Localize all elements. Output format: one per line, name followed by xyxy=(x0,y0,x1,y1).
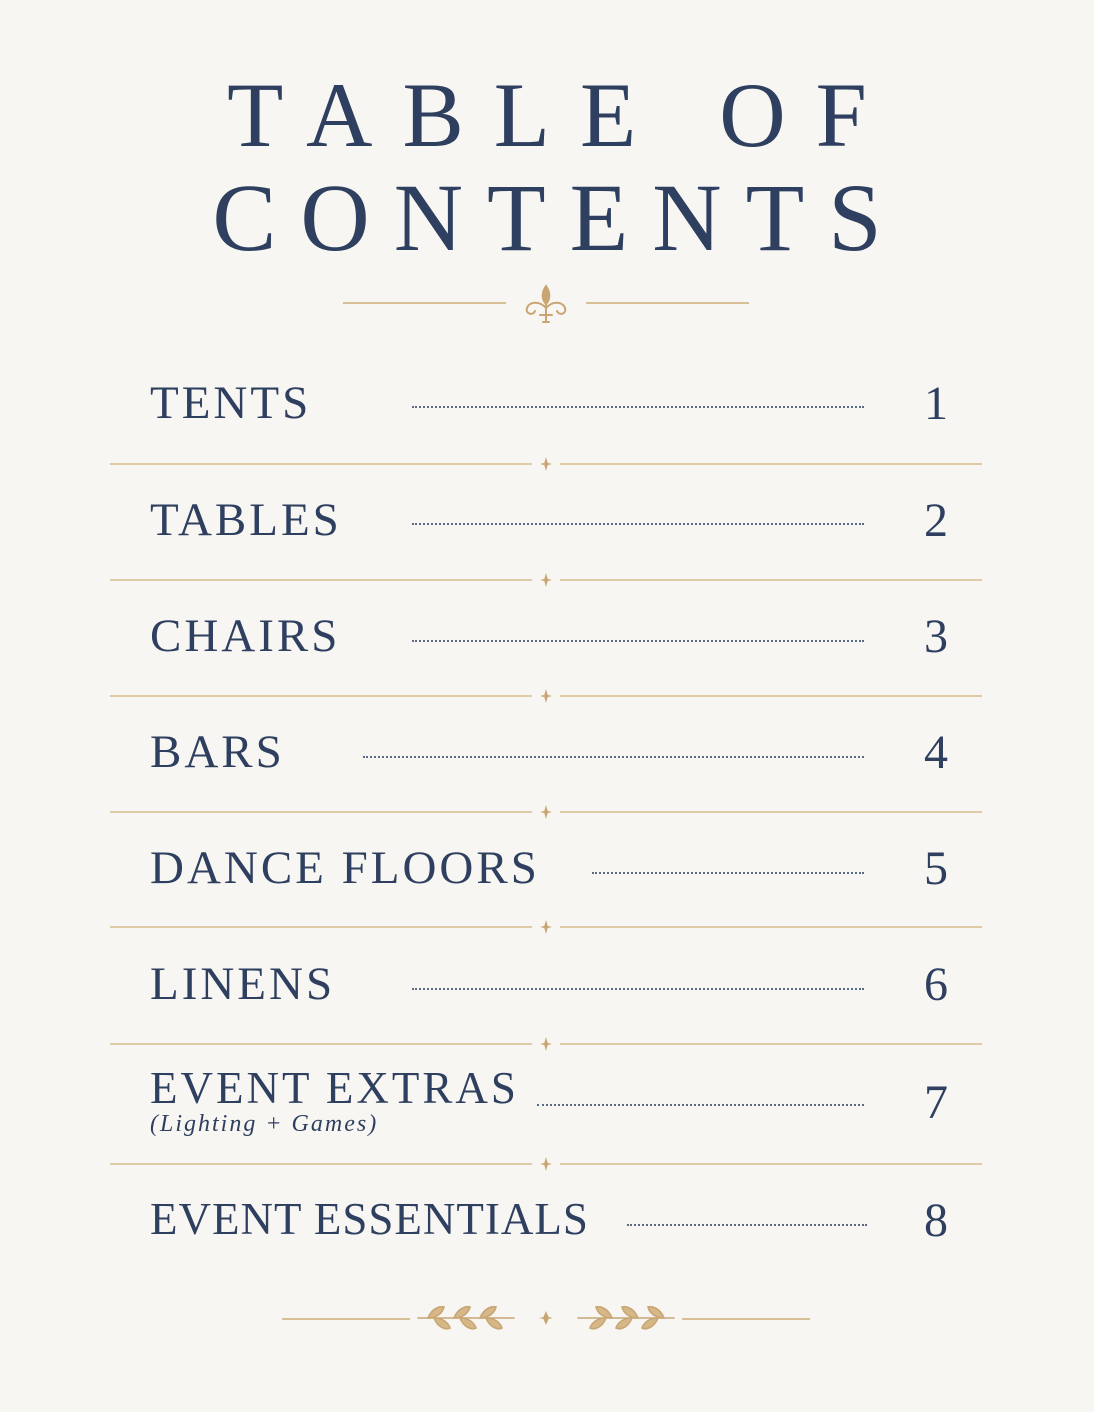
leader-dots xyxy=(412,988,864,990)
page-number: 6 xyxy=(924,958,948,1011)
row-divider xyxy=(110,1157,982,1171)
leader-dots xyxy=(412,640,864,642)
leader-dots xyxy=(363,756,864,758)
leader-dots xyxy=(537,1104,864,1106)
laurel-branch-icon xyxy=(414,1298,678,1340)
toc-entry-label-event-essentials: EVENT ESSENTIALS xyxy=(150,1194,589,1244)
page-number: 4 xyxy=(924,726,948,779)
leader-dots xyxy=(412,406,864,408)
page-number: 2 xyxy=(924,494,948,547)
page-number: 3 xyxy=(924,610,948,663)
page-number: 1 xyxy=(924,377,948,430)
bottom-ornament-line-left xyxy=(282,1318,410,1320)
toc-entry-sublabel: (Lighting + Games) xyxy=(150,1111,379,1137)
row-divider xyxy=(110,805,982,819)
fleur-de-lis-icon xyxy=(521,282,571,326)
leader-dots xyxy=(627,1224,867,1226)
top-ornament-line-left xyxy=(343,302,506,304)
row-divider xyxy=(110,457,982,471)
toc-entry-label-linens: LINENS xyxy=(150,958,336,1010)
page-number: 5 xyxy=(924,842,948,895)
row-divider xyxy=(110,920,982,934)
page-title-line-1: TABLE OF xyxy=(227,64,897,166)
toc-entry-label-bars: BARS xyxy=(150,726,285,778)
toc-entry-label-dance-floors: DANCE FLOORS xyxy=(150,842,540,894)
leader-dots xyxy=(592,872,864,874)
page-title-line-2: CONTENTS xyxy=(212,164,906,271)
row-divider xyxy=(110,1037,982,1051)
page-number: 8 xyxy=(924,1194,948,1247)
page-number: 7 xyxy=(924,1076,948,1129)
row-divider xyxy=(110,573,982,587)
toc-entry-label-chairs: CHAIRS xyxy=(150,610,341,662)
row-divider xyxy=(110,689,982,703)
toc-entry-label-event-extras: EVENT EXTRAS xyxy=(150,1063,519,1113)
leader-dots xyxy=(412,523,864,525)
bottom-ornament-line-right xyxy=(682,1318,810,1320)
toc-entry-label-tables: TABLES xyxy=(150,494,342,546)
toc-entry-label-tents: TENTS xyxy=(150,377,312,429)
top-ornament-line-right xyxy=(586,302,749,304)
